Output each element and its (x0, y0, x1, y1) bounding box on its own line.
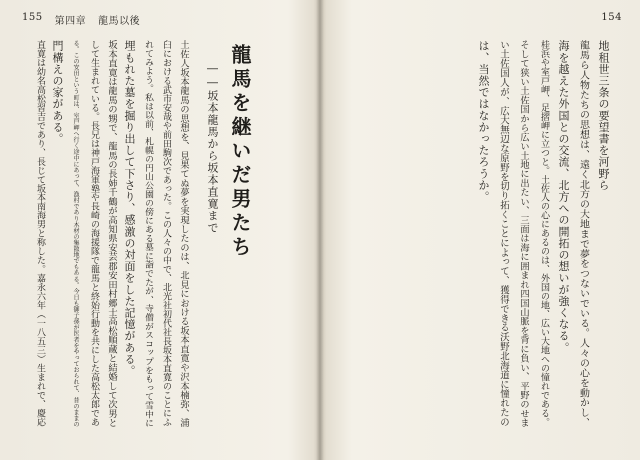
right-text-line: 龍馬ら人物たちの思想は、遠く北方の大地まで夢をつないでいる。人々の心を動かし、 (578, 40, 589, 428)
right-running-header (601, 12, 622, 23)
left-text-line: る。この安田という町は、室戸岬へ行く途中にあって、漁村であり木材の集散地でもある。今日も御子孫が医者をやっておられて、昔のままの (72, 40, 79, 428)
book-gutter (316, 0, 324, 460)
left-running-header (22, 12, 140, 27)
left-text-line: 臼における武市安哉や前田駒次であった。この人々の中で、北光社初代社長坂本直寛のことにふ (161, 40, 171, 427)
chapter-label: 第四章 (54, 16, 87, 27)
left-text-line: 土佐人坂本龍馬の思想を、見果てぬ夢を実現したのは、北見における坂本直寛や沢本楠弥、浦 (178, 40, 189, 428)
right-text-line: そして狭い土佐国から広い土地に出たい、三面は海に囲まれ四国山脈を背に負い、平野のせま (518, 40, 529, 428)
right-text-line: は、当然ではなかったろうか。 (477, 40, 490, 203)
right-text-line: 海を越えた外国との交流、北方への開拓の想いが強くなる。 (557, 40, 570, 354)
right-page-number: 154 (601, 12, 622, 23)
left-text-line: 門構えの家がある。 (51, 40, 64, 145)
running-head: 龍馬以後 (98, 16, 141, 27)
section-title: 龍馬を継いだ男たち (228, 44, 252, 260)
left-text-line: 直寛は幼名高松習吉であり、長じて坂本南海男と称した。嘉永六年（一八五三）生まれで、慶応 (35, 40, 45, 427)
section-subtitle: ――坂本龍馬から坂本直寛まで (206, 62, 219, 234)
left-text-line: 坂本直寛は龍馬の甥で、龍馬の長姉千鶴が高知県安芸郡安田村郷士高松順蔵と結婚して次男と (106, 40, 117, 428)
left-text-line: して生まれている。長兄は神戸海軍塾や長崎の海援隊で龍馬と終始行動を共にした高松太郎であ (89, 40, 99, 427)
left-page-number: 155 (22, 12, 43, 23)
left-text-line: 埋もれた墓を掘り出して下さり、感激の対面をした記憶がある。 (123, 40, 136, 377)
right-text-line: 地租世三条の要望書を河野ら (597, 40, 610, 191)
right-text-line: 桂浜や室戸岬、足摺岬に立つと。土佐人の心にあるのは、外国の地、広い大地への憧れである。 (539, 40, 549, 427)
right-text-line: い土佐国人が、広大無辺な原野を切り拓くことによって、獲得できる沃野北海道に憧れたの (498, 40, 509, 427)
left-text-line: れてみよう。私は以前、札幌の円山公園の傍にある墓に詣でたが、寺僧がスコップをもって雪中に (143, 40, 153, 428)
